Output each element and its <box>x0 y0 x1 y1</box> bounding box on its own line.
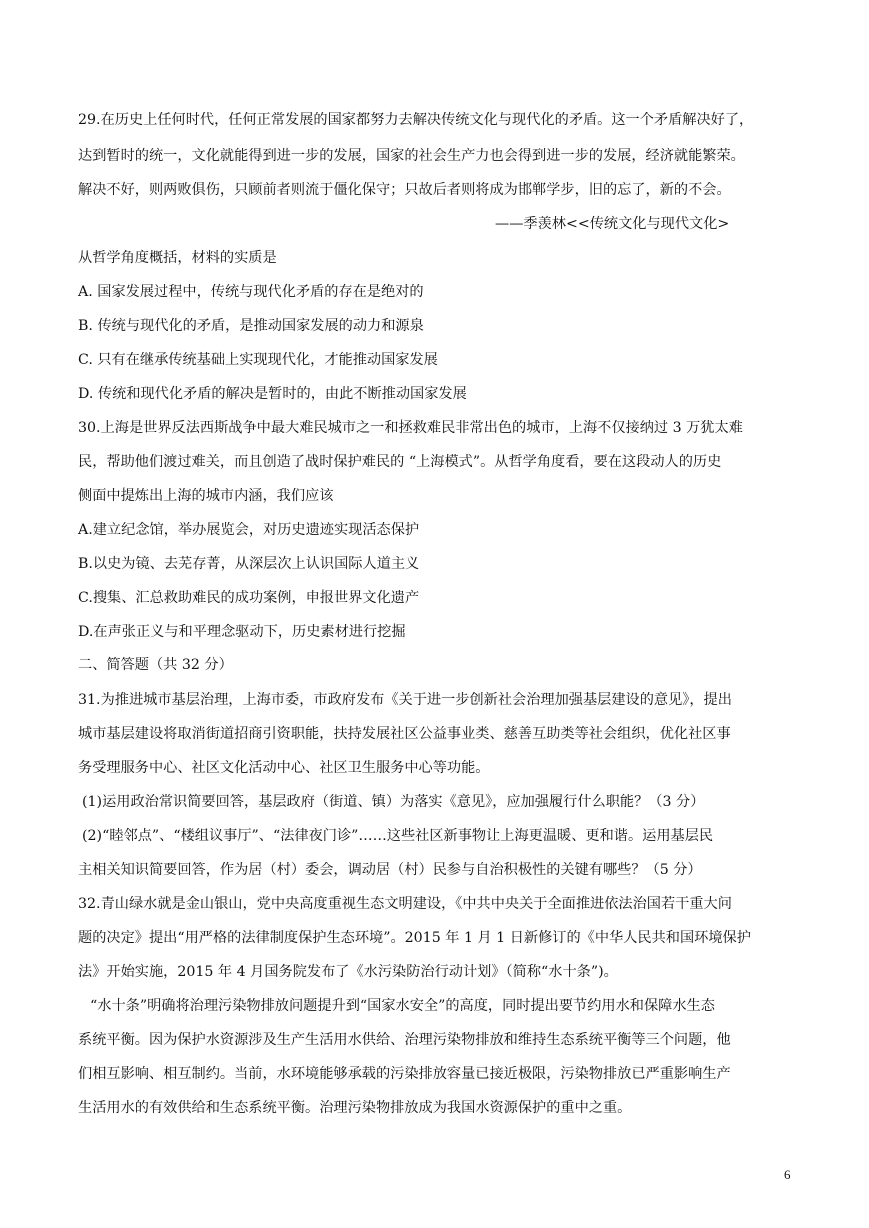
q31-text-line: 31.为推进城市基层治理，上海市委，市政府发布《关于进一步创新社会治理加强基层建设的意见》，提出 <box>78 692 732 708</box>
q31-subquestion-2: (2)“睦邻点”、“楼组议事厅”、“法律夜门诊”……这些社区新事物让上海更温暖、更和谐。运用基层民 <box>82 828 714 844</box>
q29-text-line: 解决不好，则两败俱伤，只顾前者则流于僵化保守；只故后者则将成为邯郸学步，旧的忘了，新的不会。 <box>78 182 731 198</box>
q31-subquestion-1: (1)运用政治常识简要回答，基层政府（街道、镇）为落实《意见》，应加强履行什么职能？（3 分） <box>82 794 705 810</box>
q32-paragraph-line: 生活用水的有效供给和生态系统平衡。治理污染物排放成为我国水资源保护的重中之重。 <box>78 1100 632 1116</box>
q29-attribution: ——季羡林<<传统文化与现代文化> <box>495 216 730 232</box>
q29-text-line: 达到暂时的统一，文化就能得到进一步的发展，国家的社会生产力也会得到进一步的发展，经济就能繁荣。 <box>78 148 745 164</box>
page-number: 6 <box>784 1167 791 1182</box>
q30-option-c: C.搜集、汇总救助难民的成功案例，申报世界文化遗产 <box>78 590 420 606</box>
q31-subquestion-2-cont: 主相关知识简要回答，作为居（村）委会，调动居（村）民参与自治积极性的关键有哪些？（5 分） <box>78 862 702 878</box>
q32-text-line: 32.青山绿水就是金山银山，党中央高度重视生态文明建设，《中共中央关于全面推进依法治国若干重大问 <box>78 896 732 912</box>
q30-text-line: 民，帮助他们渡过难关，而且创造了战时保护难民的 “上海模式”。从哲学角度看，要在这段动人的历史 <box>78 454 722 470</box>
q29-option-a: A. 国家发展过程中，传统与现代化矛盾的存在是绝对的 <box>78 284 424 300</box>
q29-option-d: D. 传统和现代化矛盾的解决是暂时的，由此不断推动国家发展 <box>78 386 467 402</box>
q29-text-line: 29.在历史上任何时代，任何正常发展的国家都努力去解决传统文化与现代化的矛盾。这一个矛盾解决好了， <box>78 112 754 128</box>
q30-option-b: B.以史为镜、去芜存菁，从深层次上认识国际人道主义 <box>78 556 420 572</box>
q29-stem: 从哲学角度概括，材料的实质是 <box>78 250 277 266</box>
q32-text-line: 题的决定》提出“用严格的法律制度保护生态环境”。2015 年 1 月 1 日新修订的《中华人民共和国环境保护 <box>78 930 751 946</box>
q29-option-b: B. 传统与现代化的矛盾，是推动国家发展的动力和源泉 <box>78 318 424 334</box>
q29-option-c: C. 只有在继承传统基础上实现现代化，才能推动国家发展 <box>78 352 438 368</box>
q30-text-line: 侧面中提炼出上海的城市内涵，我们应该 <box>78 488 334 504</box>
q30-option-d: D.在声张正义与和平理念驱动下，历史素材进行挖掘 <box>78 624 406 640</box>
section-heading: 二、简答题（共 32 分） <box>78 657 233 673</box>
q32-paragraph-line: “水十条”明确将治理污染物排放问题提升到“国家水安全”的高度，同时提出要节约用水和保障水生态 <box>90 998 715 1014</box>
q32-text-line: 法》开始实施，2015 年 4 月国务院发布了《水污染防治行动计划》（简称“水十条”)。 <box>78 964 618 980</box>
q32-paragraph-line: 们相互影响、相互制约。当前，水环境能够承载的污染排放容量已接近极限，污染物排放已严重影响生产 <box>78 1066 731 1082</box>
q31-text-line: 务受理服务中心、社区文化活动中心、社区卫生服务中心等功能。 <box>78 760 490 776</box>
q30-option-a: A.建立纪念馆，举办展览会，对历史遗迹实现活态保护 <box>78 522 420 538</box>
q31-text-line: 城市基层建设将取消街道招商引资职能，扶持发展社区公益事业类、慈善互助类等社会组织，优化社区事 <box>78 726 731 742</box>
q30-text-line: 30.上海是世界反法西斯战争中最大难民城市之一和拯救难民非常出色的城市，上海不仅接纳过 3 万犹太难 <box>78 420 743 436</box>
q32-paragraph-line: 系统平衡。因为保护水资源涉及生产生活用水供给、治理污染物排放和维持生态系统平衡等三个问题，他 <box>78 1032 731 1048</box>
